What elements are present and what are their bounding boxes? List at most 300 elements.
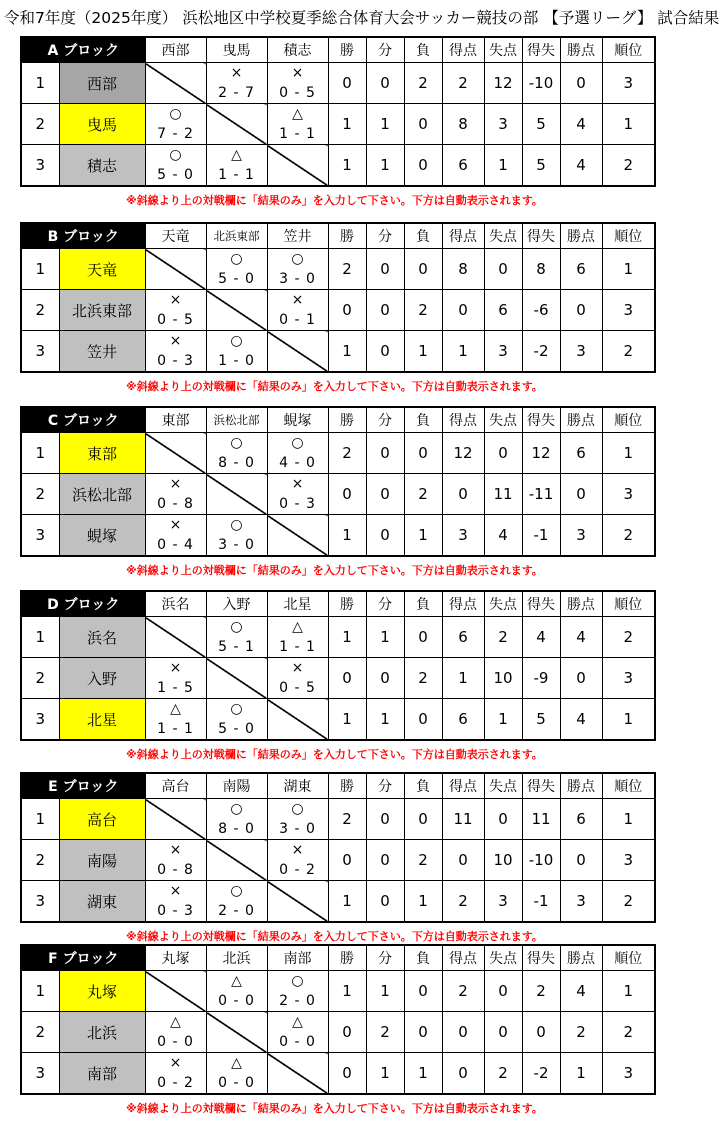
input-note: ※斜線より上の対戦欄に「結果のみ」を入力して下さい。下方は自動表示されます。 bbox=[126, 380, 543, 393]
table-row bbox=[21, 331, 655, 373]
match-result-cell[interactable] bbox=[145, 290, 206, 331]
block-name: A ブロック bbox=[21, 37, 145, 63]
stat-gd: 4 bbox=[522, 617, 560, 658]
stat-gd: -2 bbox=[522, 1053, 560, 1095]
stat-gf: 0 bbox=[442, 474, 484, 515]
table-row bbox=[21, 1012, 655, 1053]
diagonal-cell bbox=[206, 104, 267, 145]
result-mark: × bbox=[291, 292, 304, 308]
stat-gf: 0 bbox=[442, 1012, 484, 1053]
stat-ga: 0 bbox=[484, 433, 522, 474]
result-mark: ○ bbox=[230, 801, 243, 817]
stat-rank: 2 bbox=[602, 1012, 655, 1053]
match-score: 8 - 0 bbox=[218, 455, 255, 471]
stat-header-draw: 分 bbox=[366, 223, 404, 249]
stat-win: 0 bbox=[328, 63, 366, 104]
stat-gd: -10 bbox=[522, 63, 560, 104]
match-score: 5 - 0 bbox=[218, 271, 255, 287]
match-result-cell[interactable] bbox=[145, 699, 206, 741]
match-score: 0 - 0 bbox=[157, 1034, 194, 1050]
row-number: 3 bbox=[21, 331, 59, 373]
stat-ga: 1 bbox=[484, 699, 522, 741]
match-result-cell[interactable] bbox=[267, 290, 328, 331]
stat-header-win: 勝 bbox=[328, 773, 366, 799]
league-block bbox=[20, 406, 654, 557]
match-result-cell[interactable] bbox=[206, 433, 267, 474]
stat-win: 1 bbox=[328, 104, 366, 145]
match-score: 5 - 0 bbox=[157, 167, 194, 183]
stat-win: 1 bbox=[328, 515, 366, 557]
match-score: 7 - 2 bbox=[157, 126, 194, 142]
stat-win: 1 bbox=[328, 145, 366, 187]
match-score: 2 - 0 bbox=[218, 903, 255, 919]
stat-loss: 0 bbox=[404, 104, 442, 145]
stat-gf: 8 bbox=[442, 104, 484, 145]
result-mark: △ bbox=[231, 1055, 242, 1071]
stat-loss: 0 bbox=[404, 971, 442, 1012]
match-result-cell[interactable] bbox=[267, 63, 328, 104]
result-mark: △ bbox=[292, 619, 303, 635]
stat-pts: 4 bbox=[560, 971, 602, 1012]
stat-header-loss: 負 bbox=[404, 37, 442, 63]
match-score: 0 - 0 bbox=[218, 1075, 255, 1091]
stat-draw: 0 bbox=[366, 474, 404, 515]
stat-ga: 0 bbox=[484, 1012, 522, 1053]
stat-win: 2 bbox=[328, 249, 366, 290]
input-note: ※斜線より上の対戦欄に「結果のみ」を入力して下さい。下方は自動表示されます。 bbox=[126, 564, 543, 577]
stat-loss: 0 bbox=[404, 617, 442, 658]
stat-header-rank: 順位 bbox=[602, 591, 655, 617]
stat-gf: 2 bbox=[442, 971, 484, 1012]
result-mark: ○ bbox=[291, 251, 304, 267]
match-score: 1 - 1 bbox=[157, 721, 194, 737]
stat-header-pts: 勝点 bbox=[560, 223, 602, 249]
row-number: 3 bbox=[21, 145, 59, 187]
stat-ga: 4 bbox=[484, 515, 522, 557]
header-row bbox=[21, 773, 655, 799]
stat-ga: 10 bbox=[484, 840, 522, 881]
stat-win: 1 bbox=[328, 699, 366, 741]
match-score: 1 - 1 bbox=[279, 126, 316, 142]
diagonal-cell bbox=[145, 433, 206, 474]
row-number: 3 bbox=[21, 515, 59, 557]
stat-gd: 11 bbox=[522, 799, 560, 840]
stat-draw: 1 bbox=[366, 617, 404, 658]
match-result-cell[interactable] bbox=[267, 249, 328, 290]
stat-rank: 2 bbox=[602, 881, 655, 923]
team-name: 笠井 bbox=[59, 331, 145, 373]
stat-ga: 0 bbox=[484, 971, 522, 1012]
match-score: 0 - 5 bbox=[157, 312, 194, 328]
result-mark: × bbox=[230, 65, 243, 81]
stat-ga: 3 bbox=[484, 331, 522, 373]
match-score: 0 - 3 bbox=[157, 353, 194, 369]
stat-loss: 0 bbox=[404, 1012, 442, 1053]
table-row bbox=[21, 145, 655, 187]
stat-header-pts: 勝点 bbox=[560, 37, 602, 63]
input-note: ※斜線より上の対戦欄に「結果のみ」を入力して下さい。下方は自動表示されます。 bbox=[126, 1102, 543, 1115]
stat-header-gd: 得失 bbox=[522, 407, 560, 433]
result-mark: ○ bbox=[230, 251, 243, 267]
match-score: 0 - 5 bbox=[279, 85, 316, 101]
header-row bbox=[21, 945, 655, 971]
match-result-cell[interactable] bbox=[267, 799, 328, 840]
stat-header-ga: 失点 bbox=[484, 37, 522, 63]
table-row bbox=[21, 249, 655, 290]
stat-gd: 0 bbox=[522, 1012, 560, 1053]
page-title: 令和7年度（2025年度） 浜松地区中学校夏季総合体育大会サッカー競技の部 【予選リーグ】 試合結果 bbox=[4, 9, 720, 27]
row-number: 2 bbox=[21, 1012, 59, 1053]
stat-ga: 0 bbox=[484, 249, 522, 290]
match-result-cell[interactable] bbox=[145, 1012, 206, 1053]
match-score: 2 - 7 bbox=[218, 85, 255, 101]
result-mark: × bbox=[169, 1055, 182, 1071]
stat-header-gd: 得失 bbox=[522, 773, 560, 799]
result-mark: × bbox=[169, 842, 182, 858]
stat-header-draw: 分 bbox=[366, 407, 404, 433]
stat-rank: 3 bbox=[602, 840, 655, 881]
diagonal-cell bbox=[206, 290, 267, 331]
opponent-header: 笠井 bbox=[267, 223, 328, 249]
stat-draw: 0 bbox=[366, 63, 404, 104]
match-result-cell[interactable] bbox=[267, 658, 328, 699]
stat-header-rank: 順位 bbox=[602, 407, 655, 433]
result-mark: ○ bbox=[169, 147, 182, 163]
result-mark: △ bbox=[292, 106, 303, 122]
stat-ga: 0 bbox=[484, 799, 522, 840]
stat-header-win: 勝 bbox=[328, 37, 366, 63]
match-score: 1 - 1 bbox=[279, 639, 316, 655]
match-score: 8 - 0 bbox=[218, 821, 255, 837]
stat-rank: 1 bbox=[602, 971, 655, 1012]
table-row bbox=[21, 699, 655, 741]
stat-gf: 0 bbox=[442, 840, 484, 881]
league-table bbox=[20, 222, 656, 373]
opponent-header: 西部 bbox=[145, 37, 206, 63]
stat-gd: 5 bbox=[522, 699, 560, 741]
opponent-header: 北浜 bbox=[206, 945, 267, 971]
stat-ga: 1 bbox=[484, 145, 522, 187]
stat-rank: 1 bbox=[602, 104, 655, 145]
match-score: 3 - 0 bbox=[279, 821, 316, 837]
stat-loss: 0 bbox=[404, 145, 442, 187]
match-result-cell[interactable] bbox=[206, 515, 267, 557]
match-result-cell[interactable] bbox=[267, 971, 328, 1012]
stat-header-draw: 分 bbox=[366, 945, 404, 971]
stat-header-gd: 得失 bbox=[522, 223, 560, 249]
team-name: 曳馬 bbox=[59, 104, 145, 145]
team-name: 高台 bbox=[59, 799, 145, 840]
stat-gf: 0 bbox=[442, 1053, 484, 1095]
stat-gf: 1 bbox=[442, 658, 484, 699]
match-result-cell[interactable] bbox=[267, 474, 328, 515]
stat-pts: 0 bbox=[560, 63, 602, 104]
match-result-cell[interactable] bbox=[267, 104, 328, 145]
result-mark: ○ bbox=[291, 973, 304, 989]
stat-header-gf: 得点 bbox=[442, 773, 484, 799]
league-block bbox=[20, 36, 654, 187]
stat-gd: -9 bbox=[522, 658, 560, 699]
result-mark: ○ bbox=[230, 883, 243, 899]
diagonal-cell bbox=[145, 617, 206, 658]
stat-ga: 6 bbox=[484, 290, 522, 331]
stat-rank: 3 bbox=[602, 658, 655, 699]
stat-win: 1 bbox=[328, 617, 366, 658]
match-result-cell[interactable] bbox=[267, 433, 328, 474]
stat-win: 0 bbox=[328, 1053, 366, 1095]
result-mark: × bbox=[169, 883, 182, 899]
stat-win: 2 bbox=[328, 799, 366, 840]
league-block bbox=[20, 590, 654, 741]
match-score: 0 - 0 bbox=[218, 993, 255, 1009]
row-number: 1 bbox=[21, 799, 59, 840]
opponent-header: 天竜 bbox=[145, 223, 206, 249]
stat-header-pts: 勝点 bbox=[560, 407, 602, 433]
block-name: F ブロック bbox=[21, 945, 145, 971]
stat-draw: 0 bbox=[366, 515, 404, 557]
row-number: 2 bbox=[21, 658, 59, 699]
match-result-cell[interactable] bbox=[206, 971, 267, 1012]
stat-gf: 11 bbox=[442, 799, 484, 840]
stat-gf: 3 bbox=[442, 515, 484, 557]
match-result-cell[interactable] bbox=[206, 63, 267, 104]
block-name: B ブロック bbox=[21, 223, 145, 249]
stat-pts: 4 bbox=[560, 104, 602, 145]
stat-ga: 10 bbox=[484, 658, 522, 699]
match-result-cell[interactable] bbox=[267, 1012, 328, 1053]
result-mark: △ bbox=[231, 147, 242, 163]
team-name: 天竜 bbox=[59, 249, 145, 290]
table-row bbox=[21, 799, 655, 840]
stat-header-rank: 順位 bbox=[602, 945, 655, 971]
table-row bbox=[21, 433, 655, 474]
stat-header-gf: 得点 bbox=[442, 945, 484, 971]
input-note: ※斜線より上の対戦欄に「結果のみ」を入力して下さい。下方は自動表示されます。 bbox=[126, 930, 543, 943]
opponent-header: 積志 bbox=[267, 37, 328, 63]
match-result-cell[interactable] bbox=[145, 1053, 206, 1095]
table-row bbox=[21, 881, 655, 923]
stat-header-ga: 失点 bbox=[484, 945, 522, 971]
match-result-cell[interactable] bbox=[267, 840, 328, 881]
stat-header-gd: 得失 bbox=[522, 591, 560, 617]
stat-draw: 1 bbox=[366, 104, 404, 145]
stat-loss: 0 bbox=[404, 799, 442, 840]
stat-rank: 1 bbox=[602, 699, 655, 741]
stat-header-draw: 分 bbox=[366, 37, 404, 63]
match-result-cell[interactable] bbox=[145, 658, 206, 699]
match-result-cell[interactable] bbox=[145, 515, 206, 557]
stat-gd: -2 bbox=[522, 331, 560, 373]
stat-loss: 2 bbox=[404, 658, 442, 699]
league-table bbox=[20, 36, 656, 187]
stat-loss: 2 bbox=[404, 63, 442, 104]
team-name: 西部 bbox=[59, 63, 145, 104]
stat-gd: 2 bbox=[522, 971, 560, 1012]
result-mark: × bbox=[169, 517, 182, 533]
stat-loss: 0 bbox=[404, 433, 442, 474]
stat-gd: -1 bbox=[522, 881, 560, 923]
stat-draw: 0 bbox=[366, 249, 404, 290]
stat-header-loss: 負 bbox=[404, 945, 442, 971]
match-result-cell[interactable] bbox=[206, 799, 267, 840]
match-score: 0 - 2 bbox=[157, 1075, 194, 1091]
stat-win: 0 bbox=[328, 840, 366, 881]
row-number: 2 bbox=[21, 104, 59, 145]
match-result-cell[interactable] bbox=[206, 145, 267, 187]
stat-header-ga: 失点 bbox=[484, 407, 522, 433]
stat-draw: 0 bbox=[366, 658, 404, 699]
match-score: 5 - 1 bbox=[218, 639, 255, 655]
stat-header-gf: 得点 bbox=[442, 223, 484, 249]
diagonal-cell bbox=[267, 881, 328, 923]
stat-win: 0 bbox=[328, 474, 366, 515]
stat-loss: 2 bbox=[404, 840, 442, 881]
input-note: ※斜線より上の対戦欄に「結果のみ」を入力して下さい。下方は自動表示されます。 bbox=[126, 748, 543, 761]
match-result-cell[interactable] bbox=[145, 145, 206, 187]
opponent-header: 入野 bbox=[206, 591, 267, 617]
row-number: 2 bbox=[21, 840, 59, 881]
table-row bbox=[21, 515, 655, 557]
opponent-header: 曳馬 bbox=[206, 37, 267, 63]
stat-header-pts: 勝点 bbox=[560, 773, 602, 799]
stat-header-win: 勝 bbox=[328, 407, 366, 433]
match-result-cell[interactable] bbox=[206, 699, 267, 741]
diagonal-cell bbox=[145, 971, 206, 1012]
table-row bbox=[21, 971, 655, 1012]
stat-ga: 3 bbox=[484, 104, 522, 145]
block-name: E ブロック bbox=[21, 773, 145, 799]
match-score: 2 - 0 bbox=[279, 993, 316, 1009]
stat-gf: 2 bbox=[442, 63, 484, 104]
diagonal-cell bbox=[145, 63, 206, 104]
result-mark: × bbox=[169, 660, 182, 676]
match-result-cell[interactable] bbox=[145, 840, 206, 881]
stat-draw: 1 bbox=[366, 145, 404, 187]
stat-ga: 11 bbox=[484, 474, 522, 515]
opponent-header: 蜆塚 bbox=[267, 407, 328, 433]
stat-gf: 12 bbox=[442, 433, 484, 474]
stat-loss: 0 bbox=[404, 699, 442, 741]
stat-draw: 0 bbox=[366, 290, 404, 331]
stat-gf: 1 bbox=[442, 331, 484, 373]
row-number: 1 bbox=[21, 617, 59, 658]
opponent-header: 湖東 bbox=[267, 773, 328, 799]
team-name: 南部 bbox=[59, 1053, 145, 1095]
stat-rank: 1 bbox=[602, 433, 655, 474]
stat-win: 1 bbox=[328, 971, 366, 1012]
stat-gd: 5 bbox=[522, 104, 560, 145]
stat-ga: 3 bbox=[484, 881, 522, 923]
result-mark: × bbox=[291, 660, 304, 676]
stat-ga: 2 bbox=[484, 1053, 522, 1095]
block-name: C ブロック bbox=[21, 407, 145, 433]
diagonal-cell bbox=[267, 145, 328, 187]
stat-ga: 2 bbox=[484, 617, 522, 658]
stat-pts: 2 bbox=[560, 1012, 602, 1053]
row-number: 1 bbox=[21, 63, 59, 104]
stat-rank: 1 bbox=[602, 249, 655, 290]
stat-loss: 1 bbox=[404, 1053, 442, 1095]
stat-gd: 12 bbox=[522, 433, 560, 474]
header-row bbox=[21, 223, 655, 249]
stat-pts: 6 bbox=[560, 799, 602, 840]
block-name: D ブロック bbox=[21, 591, 145, 617]
team-name: 入野 bbox=[59, 658, 145, 699]
stat-gd: 8 bbox=[522, 249, 560, 290]
stat-pts: 0 bbox=[560, 840, 602, 881]
match-score: 4 - 0 bbox=[279, 455, 316, 471]
result-mark: ○ bbox=[169, 106, 182, 122]
opponent-header: 浜名 bbox=[145, 591, 206, 617]
stat-loss: 0 bbox=[404, 249, 442, 290]
row-number: 1 bbox=[21, 433, 59, 474]
table-row bbox=[21, 474, 655, 515]
match-result-cell[interactable] bbox=[145, 331, 206, 373]
header-row bbox=[21, 591, 655, 617]
match-score: 0 - 1 bbox=[279, 312, 316, 328]
stat-draw: 0 bbox=[366, 799, 404, 840]
stat-gf: 6 bbox=[442, 145, 484, 187]
match-result-cell[interactable] bbox=[206, 881, 267, 923]
stat-rank: 1 bbox=[602, 799, 655, 840]
stat-header-gf: 得点 bbox=[442, 37, 484, 63]
stat-header-win: 勝 bbox=[328, 945, 366, 971]
stat-rank: 2 bbox=[602, 331, 655, 373]
stat-pts: 4 bbox=[560, 699, 602, 741]
opponent-header: 東部 bbox=[145, 407, 206, 433]
row-number: 2 bbox=[21, 474, 59, 515]
stat-header-gd: 得失 bbox=[522, 37, 560, 63]
match-result-cell[interactable] bbox=[206, 617, 267, 658]
match-result-cell[interactable] bbox=[145, 881, 206, 923]
match-result-cell[interactable] bbox=[206, 331, 267, 373]
stat-gd: -10 bbox=[522, 840, 560, 881]
stat-pts: 6 bbox=[560, 249, 602, 290]
table-row bbox=[21, 290, 655, 331]
diagonal-cell bbox=[206, 840, 267, 881]
team-name: 北浜東部 bbox=[59, 290, 145, 331]
match-score: 0 - 5 bbox=[279, 680, 316, 696]
team-name: 蜆塚 bbox=[59, 515, 145, 557]
table-row bbox=[21, 1053, 655, 1095]
stat-rank: 3 bbox=[602, 474, 655, 515]
stat-win: 0 bbox=[328, 658, 366, 699]
result-mark: △ bbox=[170, 1014, 181, 1030]
row-number: 3 bbox=[21, 1053, 59, 1095]
header-row bbox=[21, 407, 655, 433]
match-result-cell[interactable] bbox=[145, 474, 206, 515]
team-name: 東部 bbox=[59, 433, 145, 474]
opponent-header: 浜松北部 bbox=[206, 407, 267, 433]
stat-pts: 0 bbox=[560, 290, 602, 331]
stat-gd: -6 bbox=[522, 290, 560, 331]
stat-win: 2 bbox=[328, 433, 366, 474]
opponent-header: 北星 bbox=[267, 591, 328, 617]
result-mark: △ bbox=[231, 973, 242, 989]
result-mark: △ bbox=[292, 1014, 303, 1030]
stat-header-loss: 負 bbox=[404, 773, 442, 799]
match-result-cell[interactable] bbox=[206, 249, 267, 290]
stat-gd: -1 bbox=[522, 515, 560, 557]
stat-header-gd: 得失 bbox=[522, 945, 560, 971]
match-result-cell[interactable] bbox=[267, 617, 328, 658]
match-result-cell[interactable] bbox=[145, 104, 206, 145]
opponent-header: 丸塚 bbox=[145, 945, 206, 971]
match-result-cell[interactable] bbox=[206, 1053, 267, 1095]
result-mark: ○ bbox=[291, 435, 304, 451]
stat-loss: 1 bbox=[404, 515, 442, 557]
stat-draw: 1 bbox=[366, 699, 404, 741]
